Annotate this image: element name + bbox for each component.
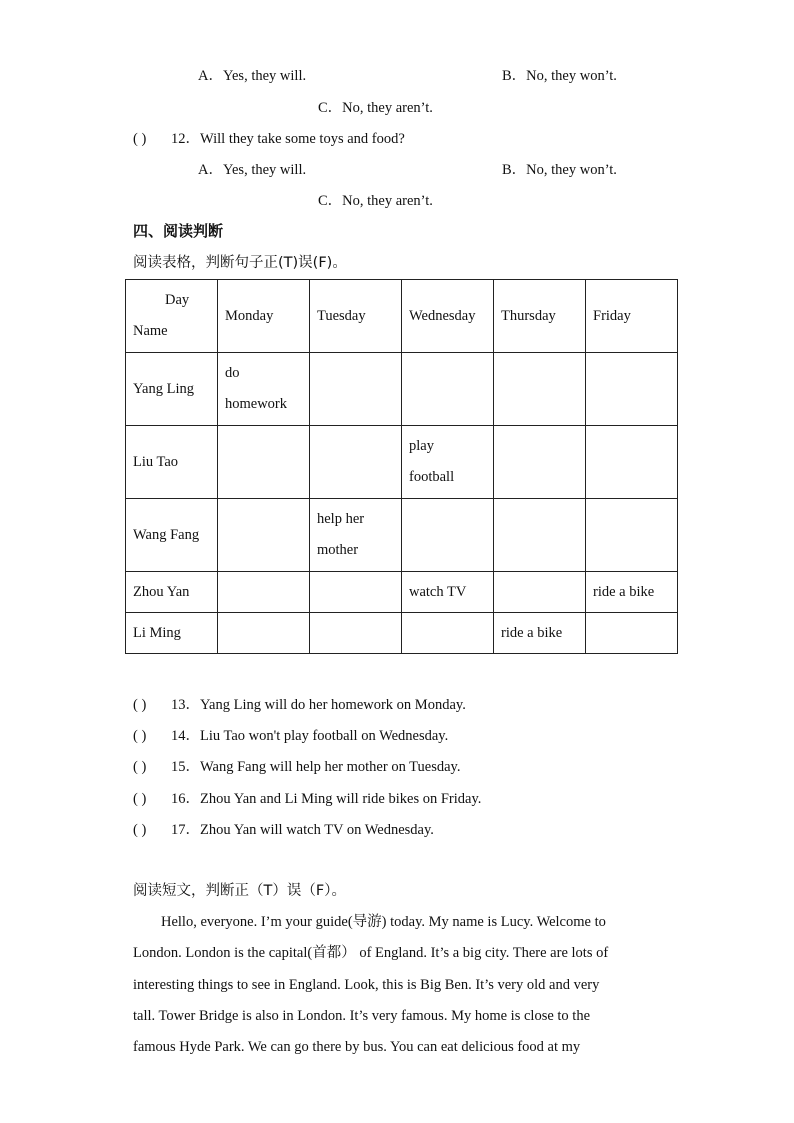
header-monday: Monday [218, 280, 310, 353]
passage-line: London. London is the capital(首都） of England. It’s a big city. There are lots of [133, 945, 609, 962]
table-instruction: 阅读表格，判断句子正(T)误(F)。 [133, 255, 347, 271]
table-cell: ride a bike [494, 613, 586, 654]
table-cell [494, 353, 586, 426]
table-header-row [126, 280, 678, 353]
section-title: 四、阅读判断 [133, 222, 224, 240]
header-wednesday: Wednesday [402, 280, 494, 353]
q12-option-b: B．No, they won’t. [502, 162, 617, 178]
header-day: Day [165, 292, 190, 308]
table-cell [310, 572, 402, 613]
row-name: Yang Ling [126, 353, 218, 426]
answer-bracket[interactable]: ( ) [133, 759, 147, 775]
judgement-15 [133, 760, 460, 775]
q12-stem: 12．Will they take some toys and food? [171, 131, 405, 147]
answer-bracket[interactable]: ( ) [133, 791, 147, 807]
answer-bracket[interactable]: ( ) [133, 728, 147, 744]
table-cell [218, 499, 310, 572]
passage-line: famous Hyde Park. We can go there by bus. You can eat delicious food at my [133, 1039, 581, 1056]
passage-text [133, 907, 655, 1063]
table-cell [494, 426, 586, 499]
table-cell [586, 499, 678, 572]
table-cell [218, 613, 310, 654]
judgement-text: 13．Yang Ling will do her homework on Monday. [171, 697, 466, 713]
row-name: Liu Tao [126, 426, 218, 499]
passage-instruction: 阅读短文，判断正（T）误（F）。 [133, 883, 346, 899]
table-row [126, 353, 678, 426]
table-cell: help her mother [310, 499, 402, 572]
table-cell [402, 499, 494, 572]
judgement-text: 16．Zhou Yan and Li Ming will ride bikes on Friday. [171, 791, 482, 807]
answer-bracket[interactable]: ( ) [133, 822, 147, 838]
table-row [126, 426, 678, 499]
table-cell [310, 353, 402, 426]
header-name: Name [133, 323, 168, 339]
judgement-13 [133, 698, 466, 713]
row-name: Zhou Yan [126, 572, 218, 613]
judgement-17 [133, 823, 434, 838]
table-cell [586, 426, 678, 499]
table-cell: watch TV [402, 572, 494, 613]
header-friday: Friday [586, 280, 678, 353]
table-cell [218, 426, 310, 499]
header-thursday: Thursday [494, 280, 586, 353]
q11-option-a: A．Yes, they will. [198, 68, 307, 84]
table-row [126, 499, 678, 572]
table-cell [310, 426, 402, 499]
table-cell: ride a bike [586, 572, 678, 613]
judgement-text: 14．Liu Tao won't play football on Wednesday. [171, 728, 449, 744]
table-cell [586, 613, 678, 654]
q11-option-c: C．No, they aren’t. [318, 100, 433, 116]
table-row [126, 572, 678, 613]
row-name: Wang Fang [126, 499, 218, 572]
answer-bracket[interactable]: ( ) [133, 131, 147, 147]
table-row [126, 613, 678, 654]
q11-option-b: B．No, they won’t. [502, 68, 617, 84]
table-cell [402, 353, 494, 426]
table-cell [494, 499, 586, 572]
passage-line: interesting things to see in England. Look, this is Big Ben. It’s very old and very [133, 976, 600, 993]
judgement-text: 17．Zhou Yan will watch TV on Wednesday. [171, 822, 434, 838]
table-cell [402, 613, 494, 654]
passage-line: tall. Tower Bridge is also in London. It’s very famous. My home is close to the [133, 1007, 591, 1024]
q12-option-c: C．No, they aren’t. [318, 193, 433, 209]
table-cell [310, 613, 402, 654]
header-day-name-cell [126, 280, 218, 353]
table-cell: do homework [218, 353, 310, 426]
table-cell: play football [402, 426, 494, 499]
header-tuesday: Tuesday [310, 280, 402, 353]
answer-bracket[interactable]: ( ) [133, 697, 147, 713]
judgement-14 [133, 729, 448, 744]
judgement-text: 15．Wang Fang will help her mother on Tuesday. [171, 759, 461, 775]
table-cell [494, 572, 586, 613]
row-name: Li Ming [126, 613, 218, 654]
table-cell [218, 572, 310, 613]
judgement-16 [133, 792, 481, 807]
passage-line: Hello, everyone. I’m your guide(导游) today. My name is Lucy. Welcome to [161, 914, 606, 930]
q12-option-a: A．Yes, they will. [198, 162, 307, 178]
schedule-table [125, 279, 678, 654]
q12-question [133, 132, 405, 147]
table-cell [586, 353, 678, 426]
